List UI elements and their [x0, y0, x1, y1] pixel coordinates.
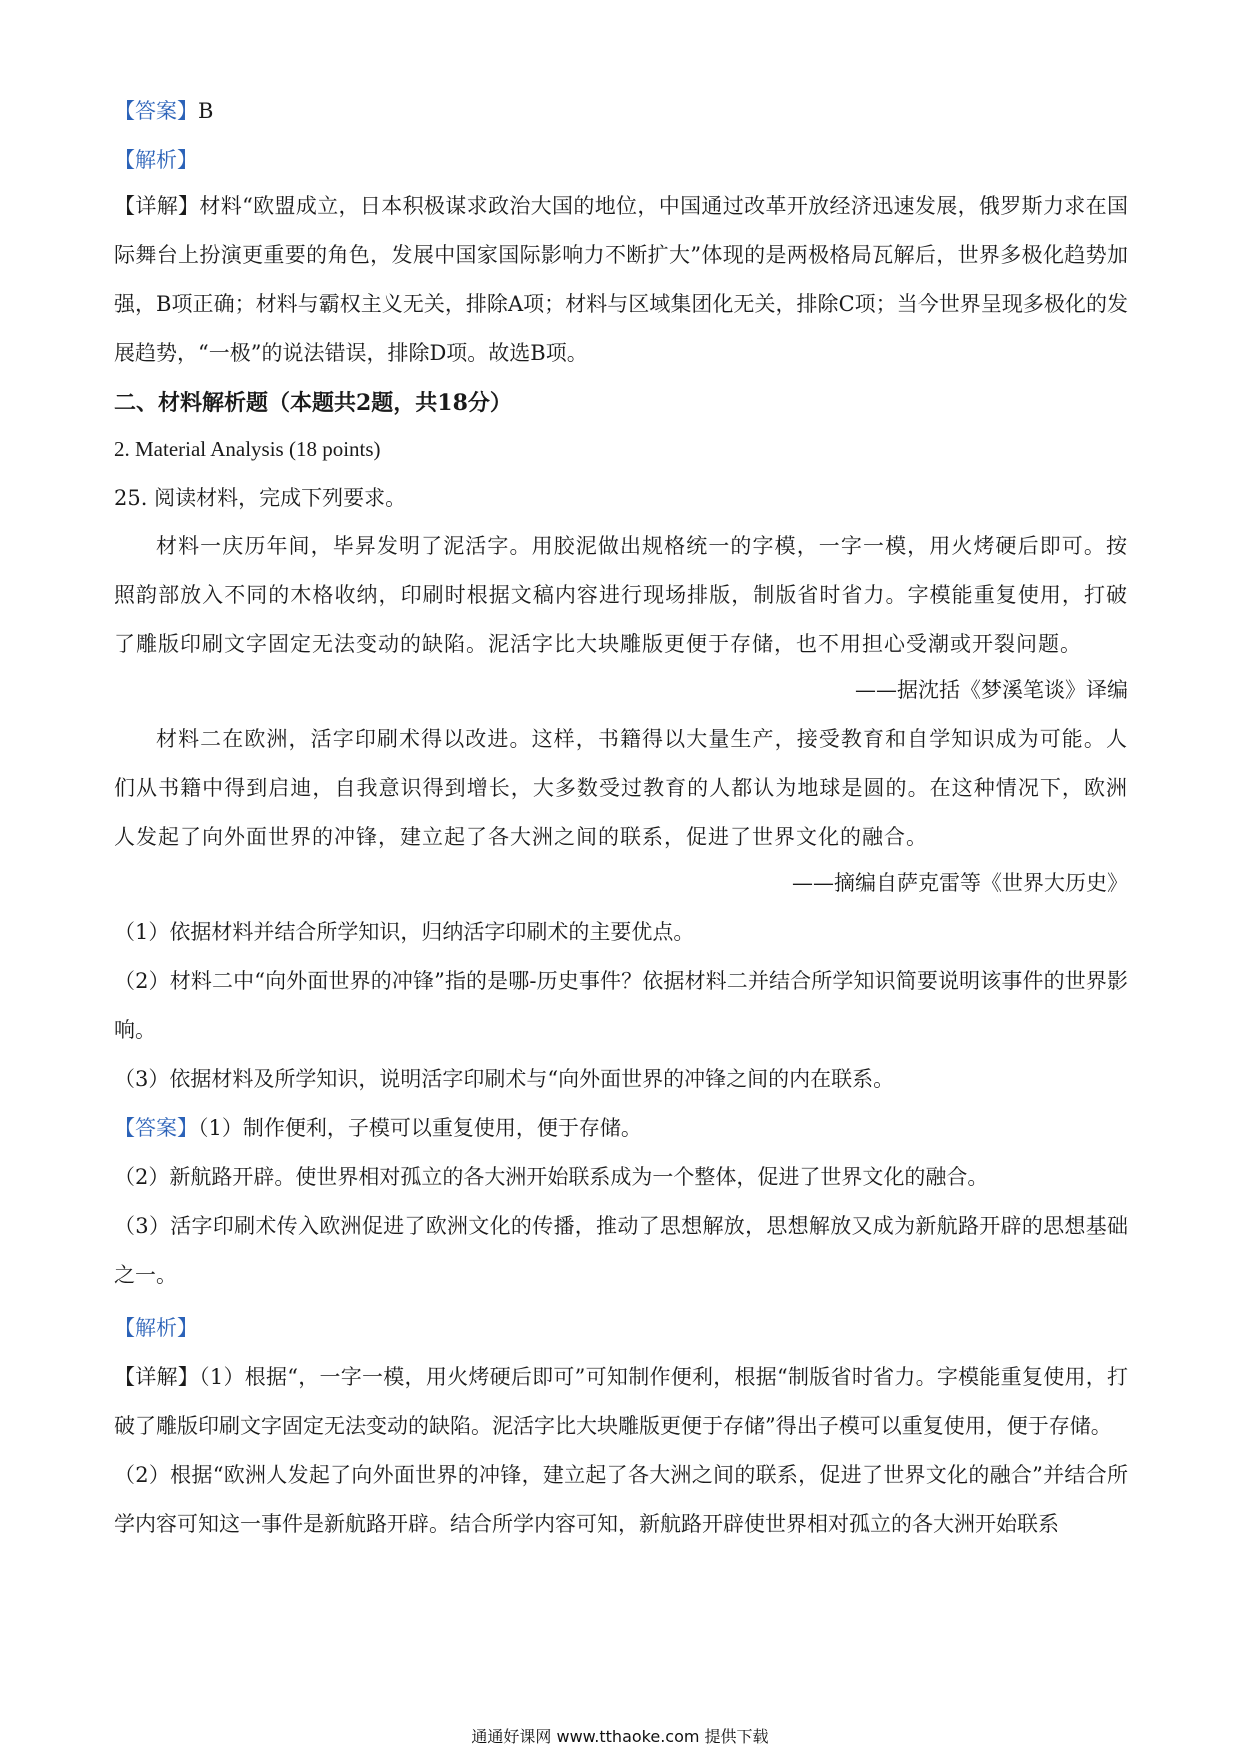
- q24-detail: [114, 182, 1128, 378]
- sub-question-2: （2）材料二中“向外面世界的冲锋”指的是哪-历史事件？依据材料二并结合所学知识简要说明该事件的世界影响。: [114, 969, 1128, 1042]
- detail-tag: 【详解】: [114, 1365, 200, 1389]
- q25-answer-2: （2）新航路开辟。使世界相对孤立的各大洲开始联系成为一个整体，促进了世界文化的融合。: [114, 1165, 989, 1189]
- material-one-source: ——据沈括《梦溪笔谈》译编: [855, 678, 1128, 702]
- q24-answer: [114, 96, 1128, 126]
- detail-tag: 【详解】: [114, 194, 200, 218]
- section-english-title: 2. Material Analysis (18 points): [114, 437, 381, 461]
- answer-tag: 【答案】: [114, 99, 198, 123]
- material-two: 材料二在欧洲，活字印刷术得以改进。这样，书籍得以大量生产，接受教育和自学知识成为可能。人们从书籍中得到启迪，自我意识得到增长，大多数受过教育的人都认为地球是圆的。在这种情况下，欧洲人发起了向外面世界的冲锋，建立起了各大洲之间的联系，促进了世界文化的融合。: [114, 727, 1128, 849]
- q25-detail-2: （2）根据“欧洲人发起了向外面世界的冲锋，建立起了各大洲之间的联系，促进了世界文化的融合”并结合所学内容可知这一事件是新航路开辟。结合所学内容可知，新航路开辟使世界相对孤立的各大洲开始联系: [114, 1463, 1128, 1536]
- q25-detail-1: 【详解】（1）根据“，一字一模，用火烤硬后即可”可知制作便利，根据“制版省时省力。字模能重复使用，打破了雕版印刷文字固定无法变动的缺陷。泥活字比大块雕版更便于存储”得出子模可以重复使用，便于存储。: [114, 1365, 1128, 1438]
- document-page: [114, 96, 1128, 1549]
- answer-tag: 【答案】: [114, 1116, 198, 1140]
- sub-question-1: （1）依据材料并结合所学知识，归纳活字印刷术的主要优点。: [114, 920, 695, 944]
- q24-analysis-tag: 【解析】: [114, 148, 198, 172]
- q25-answer-1: 【答案】（1）制作便利，子模可以重复使用，便于存储。: [114, 1116, 642, 1140]
- question-stem: 25. 阅读材料，完成下列要求。: [114, 486, 407, 510]
- detail-text: 材料“欧盟成立，日本积极谋求政治大国的地位，中国通过改革开放经济迅速发展，俄罗斯力求在国际舞台上扮演更重要的角色，发展中国家国际影响力不断扩大”体现的是两极格局瓦解后，世界多极化趋势加强，B项正确；材料与霸权主义无关，排除A项；材料与区域集团化无关，排除C项；当今世界呈现多极化的发展趋势，“一极”的说法错误，排除D项。故选B项。: [114, 194, 1129, 365]
- material-two-source: ——摘编自萨克雷等《世界大历史》: [792, 871, 1128, 895]
- q25-analysis-tag: 【解析】: [114, 1316, 198, 1340]
- page-footer: 通通好课网 www.tthaoke.com 提供下载: [471, 1727, 769, 1746]
- material-one: 材料一庆历年间，毕昇发明了泥活字。用胶泥做出规格统一的字模，一字一模，用火烤硬后即可。按照韵部放入不同的木格收纳，印刷时根据文稿内容进行现场排版，制版省时省力。字模能重复使用，打破了雕版印刷文字固定无法变动的缺陷。泥活字比大块雕版更便于存储，也不用担心受潮或开裂问题。: [114, 534, 1128, 656]
- sub-question-3: （3）依据材料及所学知识，说明活字印刷术与“向外面世界的冲锋之间的内在联系。: [114, 1067, 895, 1091]
- q25-answer-3: （3）活字印刷术传入欧洲促进了欧洲文化的传播，推动了思想解放，思想解放又成为新航路开辟的思想基础之一。: [114, 1214, 1128, 1287]
- answer-value: B: [198, 99, 214, 123]
- section-title: 二、材料解析题（本题共2题，共18分）: [114, 390, 512, 416]
